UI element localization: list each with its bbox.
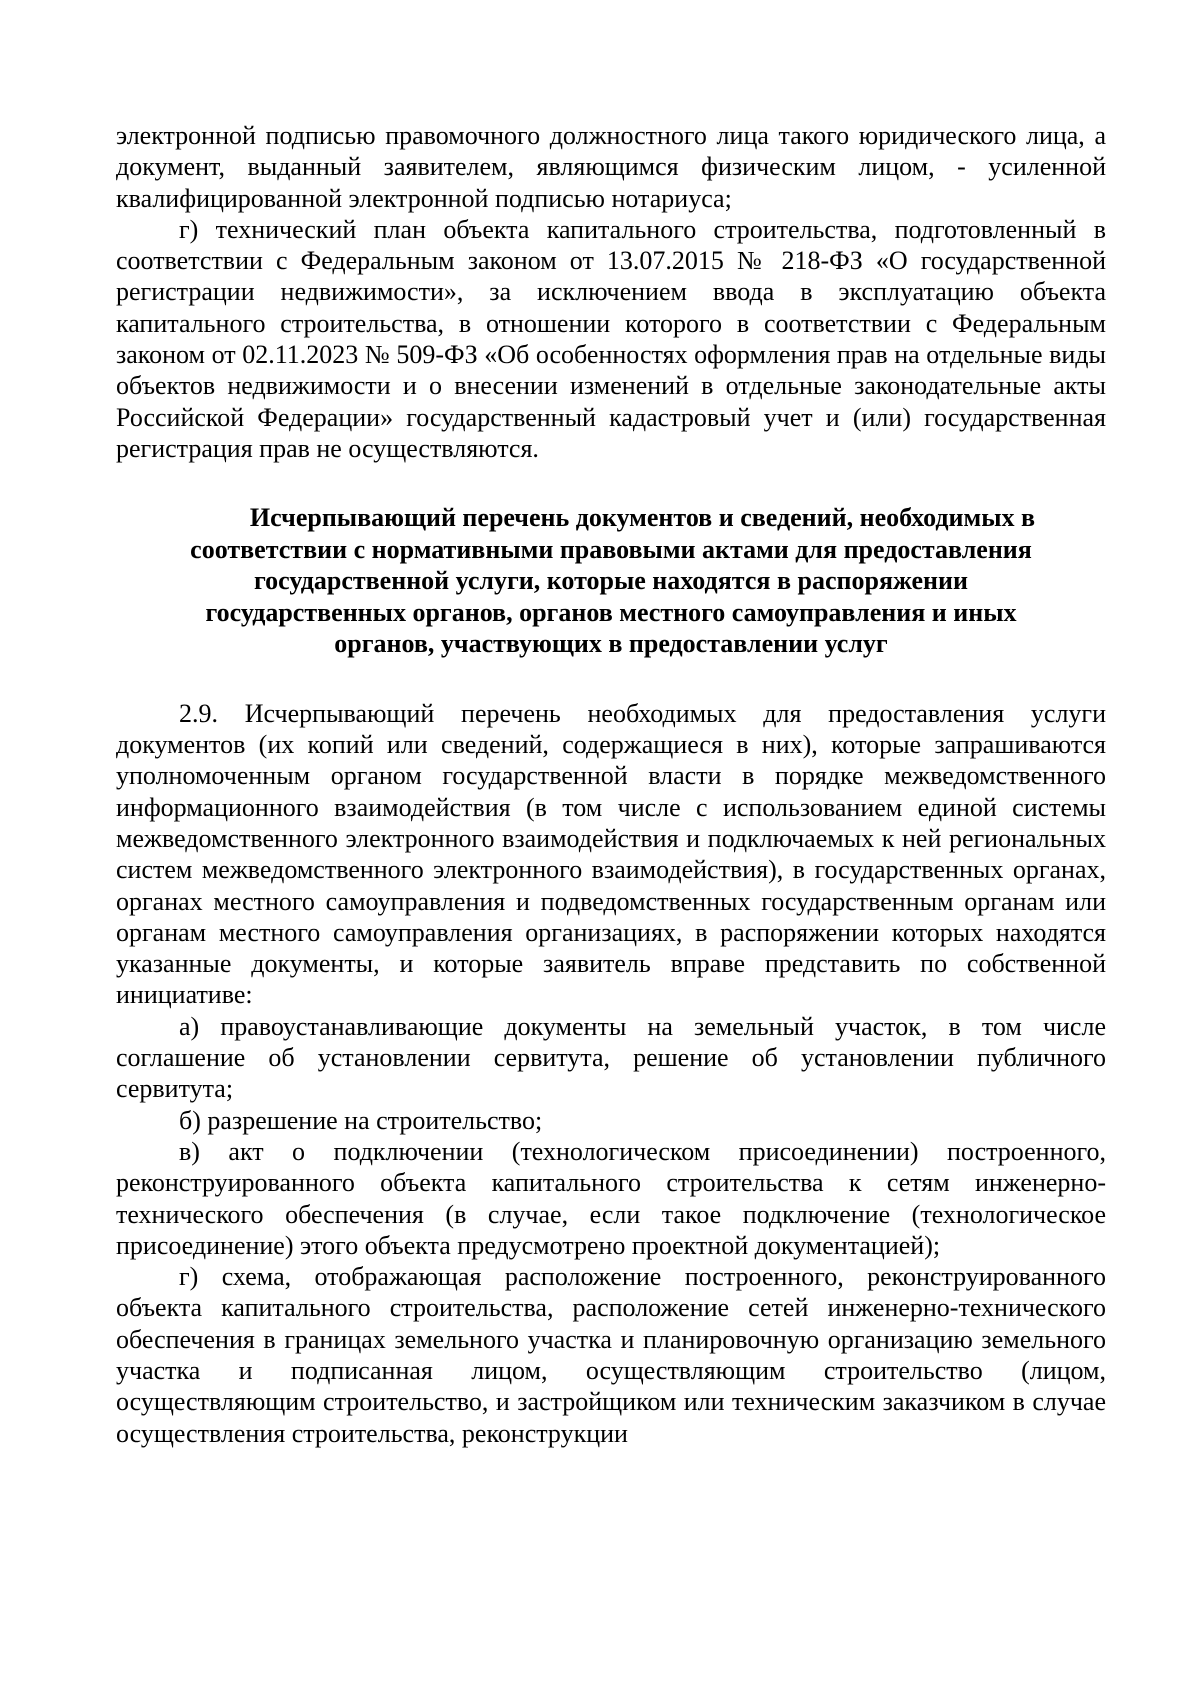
heading-line: государственных органов, органов местного самоуправления и иных (205, 597, 1017, 627)
paragraph-item-b: б) разрешение на строительство; (179, 1105, 543, 1135)
heading-line: соответствии с нормативными правовыми актами для предоставления (190, 534, 1032, 564)
heading-line: Исчерпывающий перечень документов и сведений, необходимых в (249, 503, 1036, 533)
paragraph-continuation: электронной подписью правомочного должностного лица такого юридического лица, а документ, выданный заявителем, являющимся физическим лицом, - усиленной квалифицированной электронной подписью нотариуса; (116, 121, 1106, 213)
paragraph-2-9: 2.9. Исчерпывающий перечень необходимых для предоставления услуги документов (их копий или сведений, содержащиеся в них), которые запрашиваются уполномоченным органом государственной власти в порядке межведомственного информационного взаимодействия (в том числе с использованием единой системы межведомственного электронного взаимодействия и подключаемых к ней региональных систем межведомственного электронного взаимодействия), в государственных органах, органах местного самоуправления и подведомственных государственным органам или органам местного самоуправления организациях, в распоряжении которых находятся указанные документы, и которые заявитель вправе представить по собственной инициативе: (116, 698, 1106, 1010)
paragraph-item-g-technical-plan: г) технический план объекта капитального строительства, подготовленный в соответствии с Федеральным законом от 13.07.2015 № 218-ФЗ «О государственной регистрации недвижимости», за исключением ввода в эксплуатацию объекта капитального строительства, в отношении которого в соответствии с Федеральным законом от 02.11.2023 № 509-ФЗ «Об особенностях оформления прав на отдельные виды объектов недвижимости и о внесении изменений в отдельные законодательные акты Российской Федерации» государственный кадастровый учет и (или) государственная регистрация прав не осуществляются. (116, 214, 1106, 463)
heading-line: государственной услуги, которые находятся в распоряжении (254, 566, 968, 596)
bottom-section (116, 698, 1106, 1449)
paragraph-item-a: а) правоустанавливающие документы на земельный участок, в том числе соглашение об установлении сервитута, решение об установлении публичного сервитута; (116, 1011, 1106, 1104)
document-page (116, 120, 1106, 1449)
section-heading (116, 502, 1106, 660)
paragraph-item-g-scheme: г) схема, отображающая расположение построенного, реконструированного объекта капитального строительства, расположение сетей инженерно-технического обеспечения в границах земельного участка и планировочную организацию земельного участка и подписанная лицом, осуществляющим строительство (лицом, осуществляющим строительство, и застройщиком или техническим заказчиком в случае осуществления строительства, реконструкции (116, 1262, 1106, 1448)
top-section (116, 120, 1106, 464)
heading-line: органов, участвующих в предоставлении услуг (334, 629, 888, 659)
paragraph-item-v: в) акт о подключении (технологическом присоединении) построенного, реконструированного объекта капитального строительства к сетям инженерно-технического обеспечения (в случае, если такое подключение (технологическое присоединение) этого объекта предусмотрено проектной документацией); (116, 1136, 1106, 1260)
